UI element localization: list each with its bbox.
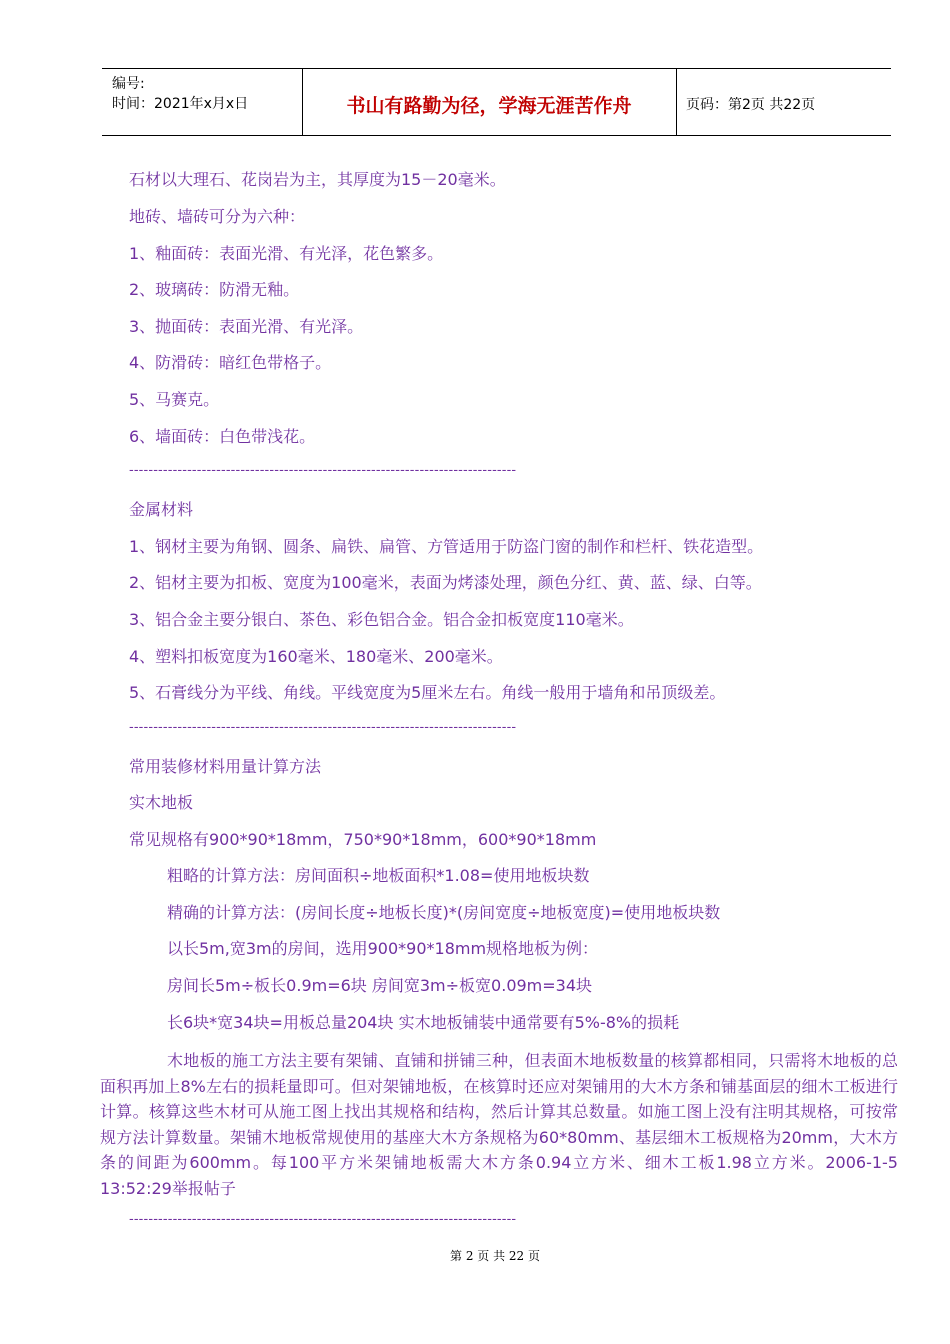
document-number-label: 编号:: [112, 76, 145, 92]
separator-line: --------------------------------------------------------------------------------: [129, 720, 517, 735]
list-item: 1、釉面砖：表面光滑、有光泽，花色繁多。: [129, 244, 444, 263]
section-heading: 常用装修材料用量计算方法: [129, 757, 322, 776]
list-item: 2、玻璃砖：防滑无釉。: [129, 280, 300, 299]
list-item: 3、抛面砖：表面光滑、有光泽。: [129, 317, 364, 336]
text-line: 石材以大理石、花岗岩为主，其厚度为15－20毫米。: [129, 170, 506, 189]
header-right-cell: [676, 69, 891, 135]
list-item: 4、防滑砖：暗红色带格子。: [129, 353, 332, 372]
text-line: 长6块*宽34块=用板总量204块 实木地板铺装中通常要有5%-8%的损耗: [167, 1013, 680, 1032]
separator-line: --------------------------------------------------------------------------------: [129, 1212, 517, 1227]
page-footer: 第 2 页 共 22 页: [450, 1249, 540, 1263]
section-heading: 实木地板: [129, 793, 194, 812]
document-time-label: 时间：2021年x月x日: [112, 96, 249, 112]
list-item: 4、塑料扣板宽度为160毫米、180毫米、200毫米。: [129, 647, 503, 666]
header-middle-cell: [302, 69, 677, 135]
text-line: 以长5m,宽3m的房间，选用900*90*18mm规格地板为例：: [167, 939, 599, 958]
text-line: 房间长5m÷板长0.9m=6块 房间宽3m÷板宽0.09m=34块: [167, 976, 593, 995]
list-item: 6、墙面砖：白色带浅花。: [129, 427, 316, 446]
section-heading: 金属材料: [129, 500, 194, 519]
list-item: 5、石膏线分为平线、角线。平线宽度为5厘米左右。角线一般用于墙角和吊顶级差。: [129, 683, 726, 702]
text-line: 常见规格有900*90*18mm，750*90*18mm，600*90*18mm: [129, 830, 597, 849]
separator-line: --------------------------------------------------------------------------------: [129, 463, 517, 478]
list-item: 3、铝合金主要分银白、茶色、彩色铝合金。铝合金扣板宽度110毫米。: [129, 610, 634, 629]
header-page-code: 页码：第2页 共22页: [686, 97, 816, 113]
body-paragraph: 木地板的施工方法主要有架铺、直铺和拼铺三种，但表面木地板数量的核算都相同，只需将木地板的总面积再加上8%左右的损耗量即可。但对架铺地板，在核算时还应对架铺用的大木方条和铺基面层的细木工板进行计算。核算这些木材可从施工图上找出其规格和结构，然后计算其总数量。如施工图上没有注明其规格，可按常规方法计算数量。架铺木地板常规使用的基座大木方条规格为60*80mm、基层细木工板规格为20mm，大木方条的间距为600mm。每100平方米架铺地板需大木方条0.94立方米、细木工板1.98立方米。2006-1-5 13:52:29举报帖子: [100, 1051, 898, 1198]
text-line: 地砖、墙砖可分为六种：: [129, 207, 306, 226]
list-item: 2、铝材主要为扣板、宽度为100毫米，表面为烤漆处理，颜色分红、黄、蓝、绿、白等。: [129, 573, 762, 592]
list-item: 1、钢材主要为角钢、圆条、扁铁、扁管、方管适用于防盗门窗的制作和栏杆、铁花造型。: [129, 537, 764, 556]
page-header: [102, 68, 891, 136]
header-motto: 书山有路勤为径，学海无涯苦作舟: [346, 95, 632, 117]
header-left-cell: [102, 69, 303, 135]
list-item: 5、马赛克。: [129, 390, 220, 409]
text-line: 精确的计算方法：(房间长度÷地板长度)*(房间宽度÷地板宽度)=使用地板块数: [167, 903, 721, 922]
text-line: 粗略的计算方法：房间面积÷地板面积*1.08=使用地板块数: [167, 866, 590, 885]
